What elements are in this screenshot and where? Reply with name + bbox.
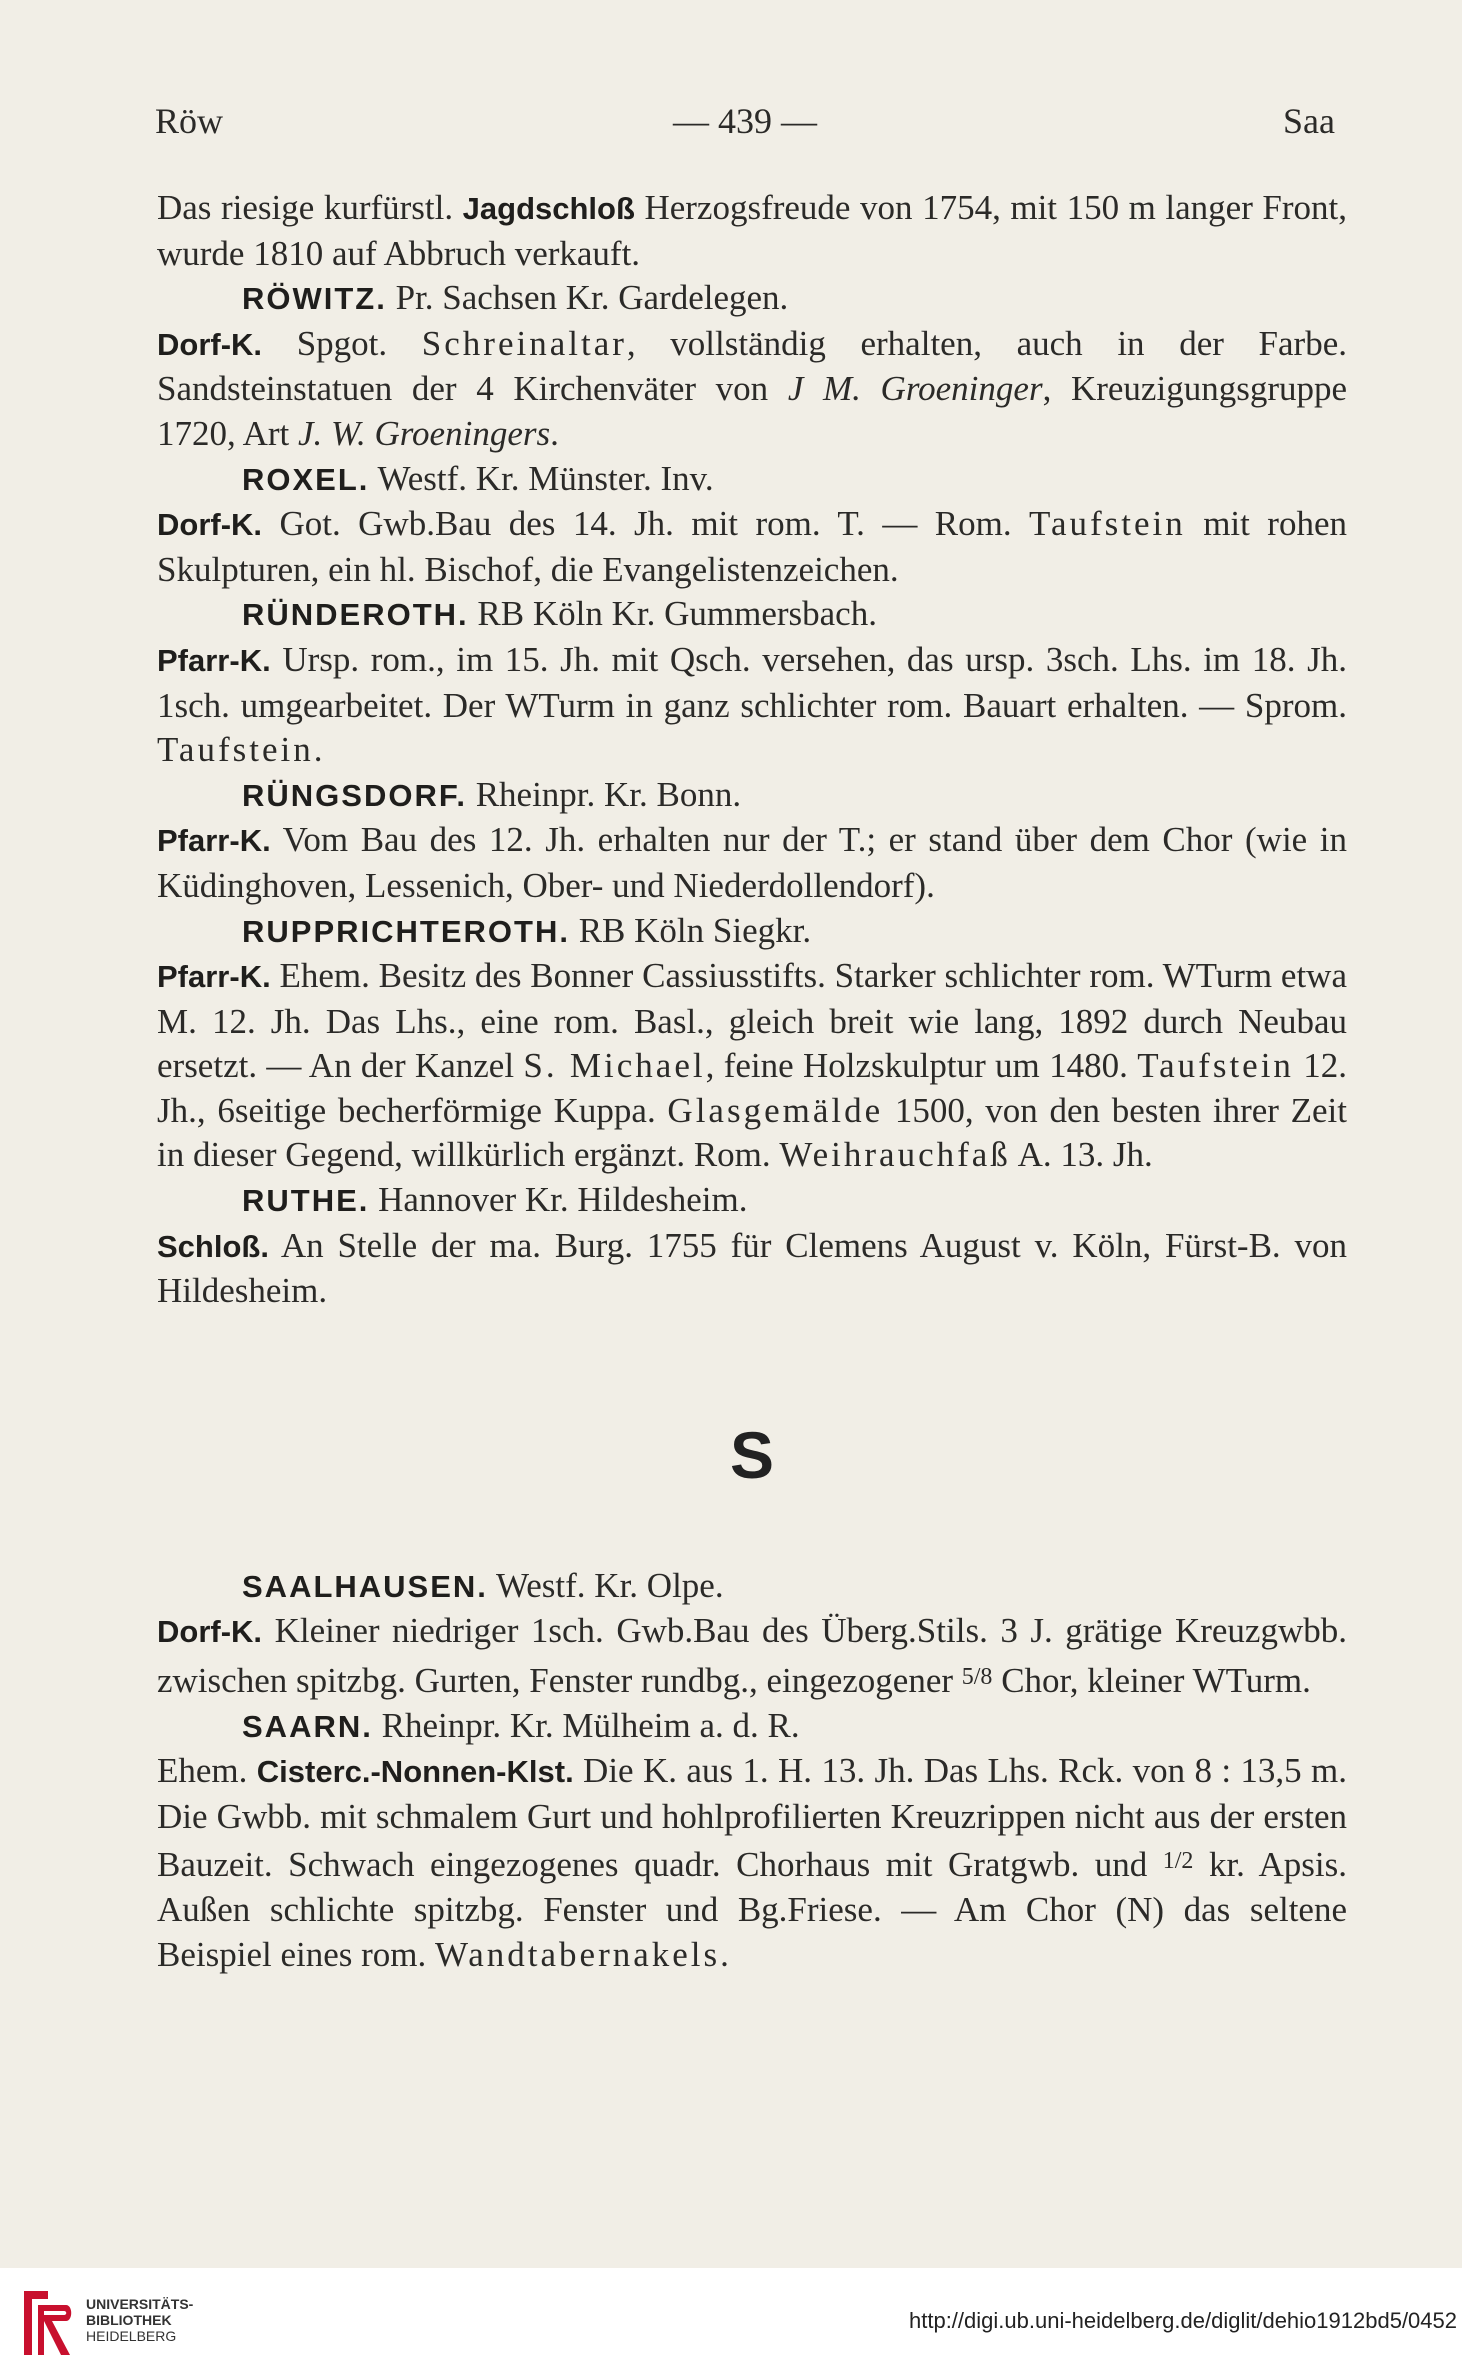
- place-heading-roxel: ROXEL. Westf. Kr. Münster. Inv.: [242, 458, 714, 498]
- keyword: Pfarr-K.: [157, 642, 271, 678]
- body-text: [157, 186, 1347, 1977]
- footer-bar: [0, 2268, 1475, 2375]
- paragraph: Dorf-K. Spgot. Schreinaltar, vollständig erhalten, auch in der Farbe. Sandsteinstatuen der 4 Kirchenväter von J M. Groeninger, Kreuzigungsgruppe 1720, Art J. W. Groeningers.: [157, 323, 1348, 453]
- place-name: RÖWITZ.: [242, 281, 387, 317]
- place-heading-rupprichteroth: RUPPRICHTEROTH. RB Köln Siegkr.: [242, 910, 812, 950]
- keyword: Pfarr-K.: [157, 959, 271, 995]
- place-heading-saalhausen: SAALHAUSEN. Westf. Kr. Olpe.: [242, 1565, 724, 1605]
- spaced-term: S. Michael: [523, 1046, 706, 1086]
- paragraph: Pfarr-K. Ehem. Besitz des Bonner Cassiusstifts. Starker schlichter rom. WTurm etwa M. 12. Jh. Das Lhs., eine rom. Basl., gleich breit wie lang, 1892 durch Neubau ersetzt. — An der Kanzel S. Michael, feine Holzskulptur um 1480. Taufstein 12. Jh., 6seitige becherförmige Kuppa. Glasgemälde 1500, von den besten ihrer Zeit in dieser Gegend, willkürlich ergänzt. Rom. Weihrauchfaß A. 13. Jh.: [157, 956, 1348, 1175]
- place-heading-rowitz: RÖWITZ. Pr. Sachsen Kr. Gardelegen.: [242, 278, 789, 318]
- keyword: Cisterc.-Nonnen-Klst.: [256, 1754, 574, 1790]
- keyword: Dorf-K.: [157, 1614, 263, 1650]
- spaced-term: Taufstein: [1029, 504, 1186, 544]
- running-header: [155, 100, 1335, 150]
- paragraph: Ehem. Cisterc.-Nonnen-Klst. Die K. aus 1. H. 13. Jh. Das Lhs. Rck. von 8 : 13,5 m. Die Gwbb. mit schmalem Gurt und hohlprofilierten Kreuzrippen nicht aus der ersten Bauzeit. Schwach eingezogenes quadr. Chorhaus mit Gratgwb. und $^{1/2}$ kr. Apsis. Außen schlichte spitzbg. Fenster und Bg.Friese. — Am Chor (N) das seltene Beispiel eines rom. Wandtabernakels.: [157, 1751, 1348, 1974]
- place-heading-runderoth: RÜNDEROTH. RB Köln Kr. Gummersbach.: [242, 594, 877, 634]
- artist-name: J M. Groeninger: [787, 369, 1043, 409]
- page-number: — 439 —: [673, 101, 817, 141]
- keyword: Dorf-K.: [157, 507, 263, 543]
- paragraph: Dorf-K. Got. Gwb.Bau des 14. Jh. mit rom. T. — Rom. Taufstein mit rohen Skulpturen, ein hl. Bischof, die Evangelistenzeichen.: [157, 504, 1347, 589]
- paragraph: Schloß. An Stelle der ma. Burg. 1755 für Clemens August v. Köln, Fürst-B. von Hildesheim.: [157, 1225, 1347, 1311]
- spaced-term: Schreinaltar: [421, 323, 627, 363]
- paragraph: Dorf-K. Kleiner niedriger 1sch. Gwb.Bau des Überg.Stils. 3 J. grätige Kreuzgwbb. zwischen spitzbg. Gurten, Fenster rundbg., eingezogener $^{5/8}$ Chor, kleiner WTurm.: [157, 1611, 1347, 1701]
- page-gutter: [1462, 0, 1475, 2268]
- fraction: 5/8: [961, 1664, 993, 1691]
- place-heading-ruthe: RUTHE. Hannover Kr. Hildesheim.: [242, 1180, 748, 1220]
- paragraph: Pfarr-K. Vom Bau des 12. Jh. erhalten nur der T.; er stand über dem Chor (wie in Küdinghoven, Lessenich, Ober- und Niederdollendorf).: [157, 820, 1347, 905]
- place-name: RÜNGSDORF.: [242, 777, 467, 813]
- keyword: Pfarr-K.: [157, 823, 271, 859]
- section-letter: S: [729, 1417, 775, 1492]
- header-left-catchword: Röw: [155, 101, 224, 141]
- place-name: ROXEL.: [242, 461, 370, 497]
- university-library-logo-icon: [18, 2285, 76, 2361]
- spaced-term: Wandtabernakels: [435, 1934, 721, 1974]
- artist-name: J. W. Groeningers: [297, 413, 551, 453]
- spaced-term: Taufstein: [157, 730, 314, 770]
- place-heading-rungsdorf: RÜNGSDORF. Rheinpr. Kr. Bonn.: [242, 774, 742, 814]
- fraction: 1/2: [1162, 1848, 1194, 1875]
- source-url-link[interactable]: http://digi.ub.uni-heidelberg.de/diglit/dehio1912bd5/0452: [909, 2308, 1457, 2333]
- keyword: Dorf-K.: [157, 326, 263, 362]
- place-heading-saarn: SAARN. Rheinpr. Kr. Mülheim a. d. R.: [242, 1705, 800, 1745]
- keyword: Jagdschloß: [462, 191, 635, 226]
- place-name: SAALHAUSEN.: [242, 1568, 488, 1604]
- paragraph: Das riesige kurfürstl. Jagdschloß Herzogsfreude von 1754, mit 150 m langer Front, wurde 1810 auf Abbruch verkauft.: [157, 188, 1347, 273]
- header-right-catchword: Saa: [1283, 101, 1335, 141]
- spaced-term: Glasgemälde: [667, 1090, 884, 1130]
- paragraph: Pfarr-K. Ursp. rom., im 15. Jh. mit Qsch. versehen, das ursp. 3sch. Lhs. im 18. Jh. 1sch. umgearbeitet. Der WTurm in ganz schlichter rom. Bauart erhalten. — Sprom. Taufstein.: [157, 639, 1347, 770]
- place-name: SAARN.: [242, 1708, 373, 1744]
- keyword: Schloß.: [157, 1228, 269, 1264]
- place-name: RÜNDEROTH.: [242, 597, 469, 633]
- library-name: UNIVERSITÄTS- BIBLIOTHEK HEIDELBERG: [86, 2296, 194, 2344]
- place-name: RUTHE.: [242, 1183, 370, 1219]
- spaced-term: Taufstein: [1137, 1046, 1294, 1086]
- place-name: RUPPRICHTEROTH.: [242, 913, 570, 949]
- spaced-term: Weihrauchfaß: [779, 1135, 1011, 1175]
